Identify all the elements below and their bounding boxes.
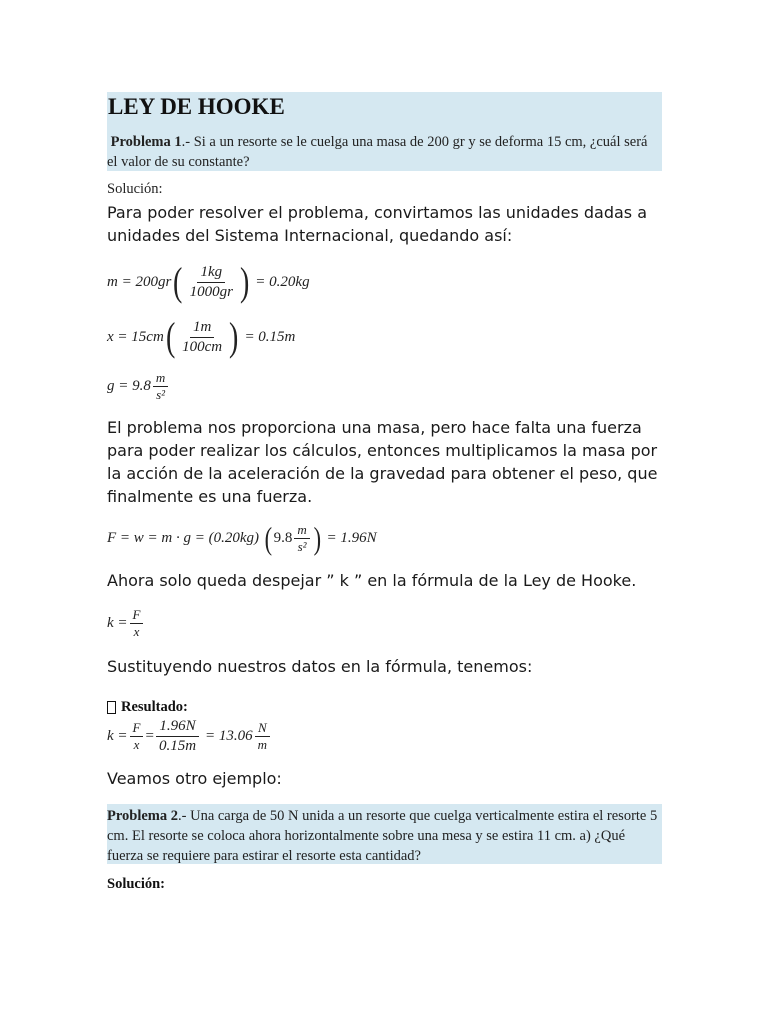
eq-mass-rhs: = 0.20kg [255,273,310,290]
problem-1-statement [107,132,659,172]
eq-length-open-paren: ( [165,314,176,359]
problem-1-text: .- Si a un resorte se le cuelga una masa de 200 gr y se deforma 15 cm, ¿cuál será el valor de su constante? [107,134,648,170]
eq-mass-den: 1000gr [189,283,233,300]
problem-2-statement [107,806,659,866]
eq-result-num1: F [130,721,144,737]
paragraph-substitution: Sustituyendo nuestros datos en la fórmula, tenemos: [107,657,533,676]
eq-result-num2: 1.96N [156,718,198,737]
equation-force [107,518,377,558]
eq-length-den: 100cm [182,338,223,355]
eq-length-lhs: x = 15cm [107,328,164,345]
eq-mass-lhs: m = 200gr [107,273,172,290]
eq-result-den2: 0.15m [158,737,197,754]
eq-result-eq2: = 13.06 [205,727,253,744]
eq-result-eq1: = [145,727,154,744]
paragraph-units-intro: Para poder resolver el problema, convirtamos las unidades dadas a unidades del Sistema Internacional, quedando así: [107,203,648,245]
eq-gravity-fraction [153,371,168,402]
eq-result-num3: N [255,721,270,737]
result-label-text: Resultado: [121,699,188,715]
eq-force-lhs: F = w = m · g = (0.20kg) [107,529,260,546]
eq-result-fraction-3 [255,721,270,752]
eq-force-close-paren: ) [313,520,321,556]
equation-hooke-formula [107,603,145,643]
eq-hooke-num: F [130,608,144,624]
eq-result-lhs: k = [107,727,128,744]
eq-hooke-den: x [133,623,140,639]
eq-length-close-paren: ) [229,314,239,359]
equation-result [107,714,272,758]
problem-1-label: Problema 1 [110,134,182,150]
eq-hooke-fraction [130,608,144,639]
eq-mass-open-paren: ( [173,259,183,304]
paragraph-force-explanation: El problema nos proporciona una masa, pero hace falta una fuerza para poder realizar los cálculos, entonces multiplicamos la masa por la acción de la aceleración de la gravedad para obtener el peso, que finalmente es una fuerza. [107,418,658,506]
eq-length-num: 1m [190,319,214,338]
eq-result-den3: m [257,736,268,752]
eq-gravity-den: s² [156,386,166,402]
equation-mass-conversion [107,260,310,304]
eq-force-den: s² [297,538,307,554]
eq-force-open-paren: ( [264,520,273,556]
solution-2-label: Solución: [107,876,166,892]
eq-mass-num: 1kg [197,264,225,283]
paragraph-next-example: Veamos otro ejemplo: [107,769,282,788]
paragraph-solve-k: Ahora solo queda despejar ” k ” en la fórmula de la Ley de Hooke. [107,571,637,590]
eq-mass-close-paren: ) [239,259,250,304]
eq-force-num: m [294,523,309,539]
eq-result-fraction-1 [130,721,144,752]
problem-2-text: .- Una carga de 50 N unida a un resorte que cuelga verticalmente estira el resorte 5 cm. El resorte se coloca ahora horizontalmente sobre una mesa y se estira 11 cm. a) ¿Qué fuerza se requiere para estirar el resorte esta cantidad? [107,808,658,864]
eq-length-rhs: = 0.15m [244,328,296,345]
equation-gravity [107,368,170,404]
missing-glyph-box-icon [107,701,116,714]
eq-force-coef: 9.8 [273,529,293,546]
eq-hooke-lhs: k = [107,614,128,631]
eq-result-fraction-2 [156,718,199,755]
eq-gravity-num: m [153,371,168,387]
eq-force-fraction [294,523,309,554]
eq-gravity-lhs: g = 9.8 [107,377,151,394]
eq-mass-fraction [187,264,236,301]
eq-force-rhs: = 1.96N [326,529,377,546]
page-title: LEY DE HOOKE [108,94,285,119]
equation-length-conversion [107,315,295,359]
eq-length-fraction [179,319,225,356]
eq-result-den1: x [133,736,140,752]
problem-2-label: Problema 2 [107,808,179,824]
solution-label: Solución: [107,181,163,197]
